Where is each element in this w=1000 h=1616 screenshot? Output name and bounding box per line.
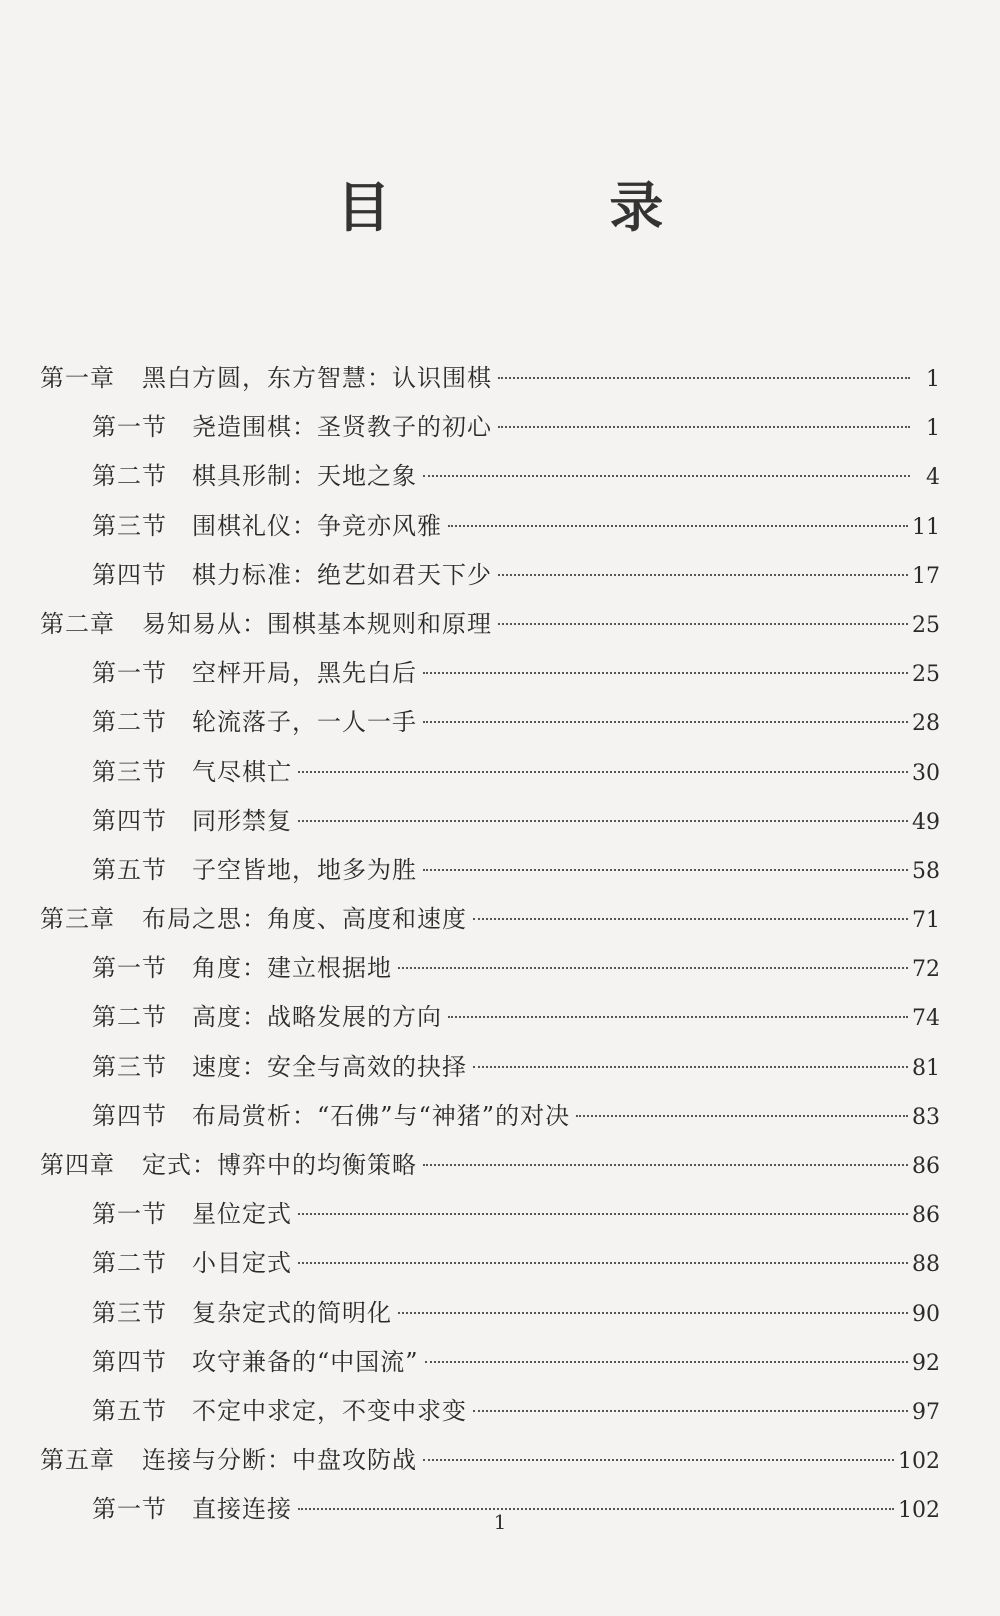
entry-page-number: 25 bbox=[912, 662, 940, 688]
entry-title: 易知易从：围棋基本规则和原理 bbox=[142, 609, 492, 638]
entry-number: 第一节 bbox=[92, 413, 167, 442]
page-title: 目 录 bbox=[336, 176, 764, 239]
entry-page-number: 83 bbox=[912, 1104, 940, 1130]
dot-leader bbox=[423, 721, 908, 723]
dot-leader bbox=[498, 377, 910, 379]
entry-number: 第一节 bbox=[92, 1200, 167, 1229]
dot-leader bbox=[473, 918, 908, 920]
entry-page-number: 92 bbox=[912, 1350, 940, 1376]
entry-title: 连接与分断：中盘攻防战 bbox=[142, 1446, 417, 1475]
toc-section-entry[interactable] bbox=[0, 653, 1000, 702]
entry-title: 攻守兼备的“中国流” bbox=[192, 1347, 419, 1376]
entry-number: 第四节 bbox=[92, 806, 167, 835]
dot-leader bbox=[398, 967, 908, 969]
entry-title: 空枰开局，黑先白后 bbox=[192, 659, 417, 688]
entry-page-number: 49 bbox=[912, 809, 940, 835]
entry-title: 小目定式 bbox=[192, 1249, 292, 1278]
entry-title: 速度：安全与高效的抉择 bbox=[192, 1052, 467, 1081]
entry-page-number: 11 bbox=[912, 514, 940, 540]
entry-number: 第一节 bbox=[92, 954, 167, 983]
entry-number: 第二节 bbox=[92, 1249, 167, 1278]
toc-section-entry[interactable] bbox=[0, 1243, 1000, 1292]
entry-title: 直接连接 bbox=[192, 1495, 292, 1524]
entry-page-number: 30 bbox=[912, 760, 940, 786]
dot-leader bbox=[473, 1066, 908, 1068]
toc-section-entry[interactable] bbox=[0, 997, 1000, 1046]
toc-section-entry[interactable] bbox=[0, 1293, 1000, 1342]
entry-number: 第三节 bbox=[92, 757, 167, 786]
entry-number: 第一章 bbox=[40, 364, 115, 392]
entry-page-number: 58 bbox=[912, 858, 940, 884]
entry-page-number: 74 bbox=[912, 1006, 940, 1032]
entry-title: 同形禁复 bbox=[192, 806, 292, 835]
dot-leader bbox=[423, 475, 910, 477]
toc-section-entry[interactable] bbox=[0, 850, 1000, 899]
entry-number: 第二章 bbox=[40, 609, 115, 638]
entry-title: 子空皆地，地多为胜 bbox=[192, 855, 417, 884]
toc-section-entry[interactable] bbox=[0, 1047, 1000, 1096]
entry-page-number: 102 bbox=[898, 1449, 940, 1475]
toc-chapter-entry[interactable] bbox=[0, 604, 1000, 653]
entry-number: 第三章 bbox=[40, 905, 115, 934]
toc-section-entry[interactable] bbox=[0, 1342, 1000, 1391]
entry-title: 星位定式 bbox=[192, 1200, 292, 1229]
dot-leader bbox=[298, 820, 908, 822]
entry-number: 第三节 bbox=[92, 511, 167, 540]
toc-section-entry[interactable] bbox=[0, 407, 1000, 456]
dot-leader bbox=[425, 1361, 908, 1363]
entry-number: 第二节 bbox=[92, 1003, 167, 1032]
entry-title: 棋具形制：天地之象 bbox=[192, 462, 417, 491]
page-number: 1 bbox=[493, 1510, 507, 1534]
entry-number: 第四节 bbox=[92, 560, 167, 589]
entry-number: 第五节 bbox=[92, 855, 167, 884]
entry-page-number: 97 bbox=[912, 1399, 940, 1425]
dot-leader bbox=[473, 1410, 908, 1412]
entry-page-number: 86 bbox=[912, 1154, 940, 1179]
dot-leader bbox=[423, 1164, 908, 1166]
dot-leader bbox=[423, 672, 908, 674]
entry-number: 第四节 bbox=[92, 1347, 167, 1376]
entry-number: 第二节 bbox=[92, 708, 167, 737]
entry-number: 第五节 bbox=[92, 1396, 167, 1425]
toc-chapter-entry[interactable] bbox=[0, 899, 1000, 948]
entry-page-number: 1 bbox=[926, 416, 940, 442]
entry-page-number: 86 bbox=[912, 1203, 940, 1229]
entry-number: 第四节 bbox=[92, 1101, 167, 1130]
entry-page-number: 72 bbox=[912, 957, 940, 983]
toc-chapter-entry[interactable] bbox=[0, 1145, 1000, 1194]
entry-title: 黑白方圆，东方智慧：认识围棋 bbox=[142, 364, 492, 392]
toc-section-entry[interactable] bbox=[0, 1096, 1000, 1145]
entry-title: 不定中求定，不变中求变 bbox=[192, 1396, 467, 1425]
entry-page-number: 88 bbox=[912, 1252, 940, 1278]
table-of-contents bbox=[0, 358, 1000, 1539]
entry-page-number: 81 bbox=[912, 1055, 940, 1081]
toc-section-entry[interactable] bbox=[0, 1194, 1000, 1243]
dot-leader bbox=[298, 1213, 908, 1215]
entry-title: 角度：建立根据地 bbox=[192, 954, 392, 983]
entry-page-number: 71 bbox=[912, 908, 940, 934]
toc-section-entry[interactable] bbox=[0, 456, 1000, 505]
toc-section-entry[interactable] bbox=[0, 506, 1000, 555]
entry-number: 第三节 bbox=[92, 1298, 167, 1327]
entry-page-number: 28 bbox=[912, 711, 940, 737]
entry-page-number: 25 bbox=[912, 612, 940, 638]
dot-leader bbox=[298, 771, 908, 773]
toc-section-entry[interactable] bbox=[0, 752, 1000, 801]
dot-leader bbox=[448, 1016, 908, 1018]
dot-leader bbox=[498, 574, 908, 576]
entry-title: 布局之思：角度、高度和速度 bbox=[142, 905, 467, 934]
dot-leader bbox=[423, 1459, 894, 1461]
toc-section-entry[interactable] bbox=[0, 702, 1000, 751]
entry-number: 第五章 bbox=[40, 1446, 115, 1475]
toc-chapter-entry[interactable] bbox=[0, 1440, 1000, 1489]
dot-leader bbox=[398, 1312, 908, 1314]
entry-title: 轮流落子，一人一手 bbox=[192, 708, 417, 737]
entry-number: 第三节 bbox=[92, 1052, 167, 1081]
dot-leader bbox=[576, 1115, 908, 1117]
toc-section-entry[interactable] bbox=[0, 801, 1000, 850]
entry-page-number: 1 bbox=[926, 367, 940, 392]
entry-number: 第一节 bbox=[92, 1495, 167, 1524]
dot-leader bbox=[498, 623, 908, 625]
entry-number: 第一节 bbox=[92, 659, 167, 688]
entry-title: 布局赏析：“石佛”与“神猪”的对决 bbox=[192, 1101, 571, 1130]
entry-title: 棋力标准：绝艺如君天下少 bbox=[192, 560, 492, 589]
entry-page-number: 90 bbox=[912, 1301, 940, 1327]
toc-section-entry[interactable] bbox=[0, 948, 1000, 997]
dot-leader bbox=[448, 525, 908, 527]
dot-leader bbox=[423, 869, 908, 871]
toc-section-entry[interactable] bbox=[0, 555, 1000, 604]
entry-title: 高度：战略发展的方向 bbox=[192, 1003, 442, 1032]
entry-title: 围棋礼仪：争竞亦风雅 bbox=[192, 511, 442, 540]
entry-number: 第二节 bbox=[92, 462, 167, 491]
entry-title: 气尽棋亡 bbox=[192, 757, 292, 786]
entry-page-number: 102 bbox=[898, 1498, 940, 1524]
entry-number: 第四章 bbox=[40, 1151, 115, 1179]
dot-leader bbox=[298, 1262, 908, 1264]
toc-section-entry[interactable] bbox=[0, 1391, 1000, 1440]
entry-title: 复杂定式的简明化 bbox=[192, 1298, 392, 1327]
entry-page-number: 4 bbox=[926, 465, 940, 491]
dot-leader bbox=[498, 426, 910, 428]
toc-chapter-entry[interactable] bbox=[0, 358, 1000, 407]
entry-page-number: 17 bbox=[912, 563, 940, 589]
entry-title: 定式：博弈中的均衡策略 bbox=[142, 1151, 417, 1179]
entry-title: 尧造围棋：圣贤教子的初心 bbox=[192, 413, 492, 442]
